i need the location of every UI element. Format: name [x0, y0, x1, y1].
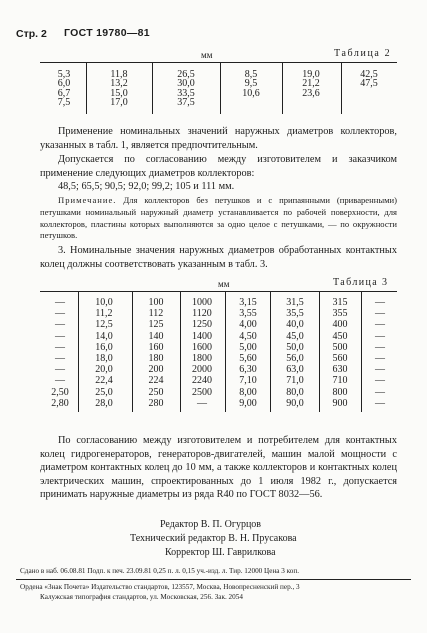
table-2-divider [282, 62, 283, 114]
table-cell: 9,5 [244, 78, 258, 90]
table-cell: 21,2 [302, 78, 320, 90]
table-cell: 71,0 [286, 375, 304, 387]
table-2-divider [152, 62, 153, 114]
table-3-divider [78, 291, 79, 412]
table-cell: — [55, 330, 65, 342]
editor-line: Редактор В. П. Огурцов [160, 519, 262, 530]
table-cell: 100 [148, 297, 164, 308]
table-cell: 19,0 [302, 69, 320, 80]
note-text: Для коллекторов без петушков и с припаянными (приваренными) петушками номинальный наружный диаметр устанавливается по рабочей поверхности, для коллекторов, пластины которых выполняются за одно целое с петушками, — по окружности петушков. [40, 195, 397, 241]
table-cell: 90,0 [286, 397, 304, 409]
table-cell: 47,5 [360, 78, 378, 90]
table-cell: 6,7 [57, 87, 71, 99]
table-cell: 1250 [192, 319, 212, 331]
table-cell: 40,0 [286, 319, 304, 331]
table-cell: 16,0 [95, 341, 113, 353]
table-2-top-rule [40, 62, 397, 63]
table-cell: 14,0 [95, 330, 113, 342]
table-cell: 224 [148, 375, 164, 387]
table-cell: 355 [332, 308, 348, 320]
table-cell: 500 [332, 341, 348, 353]
corrector-line: Корректор Ш. Гаврилкова [165, 547, 276, 558]
table-cell: 45,0 [286, 330, 304, 342]
paragraph-preferred-diameters: Применение номинальных значений наружных диаметров коллекторов, указанных в табл. 1, является предпочтительным. [40, 126, 397, 151]
table-3-divider [132, 291, 133, 412]
table-3-divider [225, 291, 226, 412]
table-cell: 10,0 [95, 297, 113, 308]
table-cell: 400 [332, 319, 348, 331]
note [40, 195, 397, 242]
table-cell: 1600 [192, 341, 212, 353]
table-cell: 2,80 [51, 397, 69, 409]
paragraph-allowed-diameters: Допускается по согласованию между изготовителем и заказчиком применение следующих диаметров коллекторов: [40, 154, 397, 179]
imprint-line: Сдано в наб. 06.08.81 Подп. к печ. 23.09.81 0,25 п. л. 0,15 уч.-изд. л. Тир. 12000 Цена 3 коп. [20, 567, 300, 575]
table-cell: 33,5 [177, 87, 195, 99]
table-cell: 42,5 [360, 69, 378, 80]
table-3-divider [319, 291, 320, 412]
table-cell: — [375, 364, 385, 376]
table-cell: — [55, 319, 65, 331]
table-cell: 1120 [192, 308, 212, 320]
table-cell: 28,0 [95, 397, 113, 409]
table-cell: 25,0 [95, 386, 113, 398]
table-cell: — [55, 297, 65, 308]
table-cell: 50,0 [286, 341, 304, 353]
table-cell: — [375, 397, 385, 409]
table-cell: 160 [148, 341, 164, 353]
table-cell: 200 [148, 364, 164, 376]
table-cell: 2240 [192, 375, 212, 387]
table-cell: 9,00 [239, 397, 257, 409]
paragraph-contact-rings: 3. Номинальные значения наружных диаметров обработанных контактных колец должны соответствовать указанным в табл. 3. [40, 245, 397, 270]
table-cell: 56,0 [286, 353, 304, 364]
table-cell: 112 [148, 308, 164, 320]
table-cell: 800 [332, 386, 348, 398]
table-cell: 13,2 [110, 78, 128, 90]
table-cell: 8,00 [239, 386, 257, 398]
table-cell: 80,0 [286, 386, 304, 398]
table-cell: — [375, 375, 385, 387]
table-cell: 17,0 [110, 96, 128, 108]
table-cell: 4,00 [239, 319, 257, 331]
publisher-line: Ордена «Знак Почета» Издательство стандартов, 123557, Москва, Новопресненский пер., 3 [20, 583, 300, 591]
table-cell: 15,0 [110, 87, 128, 99]
table-cell: 7,10 [239, 375, 257, 387]
table-cell: 6,30 [239, 364, 257, 376]
tech-editor-line: Технический редактор В. Н. Прусакова [130, 533, 297, 544]
imprint-rule [16, 579, 411, 580]
table-cell: 180 [148, 353, 164, 364]
table-cell: 30,0 [177, 78, 195, 90]
table-cell: 2000 [192, 364, 212, 376]
table-cell: 5,00 [239, 341, 257, 353]
table-cell: 1400 [192, 330, 212, 342]
table-2-unit: мм [201, 50, 213, 60]
table-3-divider [180, 291, 181, 412]
table-2-divider [220, 62, 221, 114]
table-cell: 140 [148, 330, 164, 342]
table-cell: 10,6 [242, 87, 260, 99]
table-cell: — [375, 319, 385, 331]
table-cell: 8,5 [244, 69, 258, 80]
table-cell: 630 [332, 364, 348, 376]
table-cell: 4,50 [239, 330, 257, 342]
table-cell: 250 [148, 386, 164, 398]
table-cell: 1800 [192, 353, 212, 364]
table-cell: 12,5 [95, 319, 113, 331]
table-3-unit: мм [218, 279, 230, 289]
table-cell: 37,5 [177, 96, 195, 108]
table-cell: 11,2 [95, 308, 113, 320]
table-cell: — [375, 386, 385, 398]
table-cell: 23,6 [302, 87, 320, 99]
table-cell: 35,5 [286, 308, 304, 320]
table-cell: — [375, 308, 385, 320]
table-cell: 5,60 [239, 353, 257, 364]
table-cell: 1000 [192, 297, 212, 308]
table-cell: 5,3 [57, 69, 71, 80]
table-2-title: Таблица 2 [334, 48, 392, 59]
table-3-divider [270, 291, 271, 412]
table-cell: 315 [332, 297, 348, 308]
table-3-top-rule [40, 291, 397, 292]
table-cell: — [375, 330, 385, 342]
table-3-title: Таблица 3 [333, 277, 389, 288]
table-cell: 18,0 [95, 353, 113, 364]
table-cell: — [375, 341, 385, 353]
table-cell: — [375, 353, 385, 364]
printer-line: Калужская типография стандартов, ул. Московская, 256. Зак. 2054 [40, 593, 243, 601]
table-cell: 7,5 [57, 96, 71, 108]
table-cell: — [55, 353, 65, 364]
table-cell: — [197, 397, 207, 409]
table-cell: 560 [332, 353, 348, 364]
table-cell: — [55, 308, 65, 320]
paragraph-agreement: По согласованию между изготовителем и потребителем для контактных колец гидрогенераторов, генераторов-двигателей, машин малой мощности с диаметром контактных колец до 10 мм, а также коллекторов и контактных колец электрических машин, спроектированных до 1 июля 1982 г., допускается принимать наружные диаметры из ряда R40 по ГОСТ 8032—56. [40, 435, 397, 501]
table-cell: — [55, 375, 65, 387]
table-cell: 3,15 [239, 297, 257, 308]
table-cell: 2500 [192, 386, 212, 398]
note-label: Примечание. [58, 195, 117, 205]
table-cell: 63,0 [286, 364, 304, 376]
table-cell: — [375, 297, 385, 308]
table-cell: 125 [148, 319, 164, 331]
table-cell: — [55, 364, 65, 376]
table-cell: 900 [332, 397, 348, 409]
table-cell: 11,8 [110, 69, 128, 80]
table-cell: — [55, 341, 65, 353]
table-cell: 20,0 [95, 364, 113, 376]
table-cell: 22,4 [95, 375, 113, 387]
table-cell: 450 [332, 330, 348, 342]
page-number: Стр. 2 [16, 28, 47, 40]
table-cell: 280 [148, 397, 164, 409]
table-2-divider [341, 62, 342, 114]
table-cell: 26,5 [177, 69, 195, 80]
table-cell: 3,55 [239, 308, 257, 320]
table-2-divider [86, 62, 87, 114]
allowed-diameters-list: 48,5; 65,5; 90,5; 92,0; 99,2; 105 и 111 мм. [58, 181, 235, 192]
table-cell: 710 [332, 375, 348, 387]
table-cell: 6,0 [57, 78, 71, 90]
gost-number: ГОСТ 19780—81 [64, 27, 150, 39]
table-cell: 31,5 [286, 297, 304, 308]
table-cell: 2,50 [51, 386, 69, 398]
